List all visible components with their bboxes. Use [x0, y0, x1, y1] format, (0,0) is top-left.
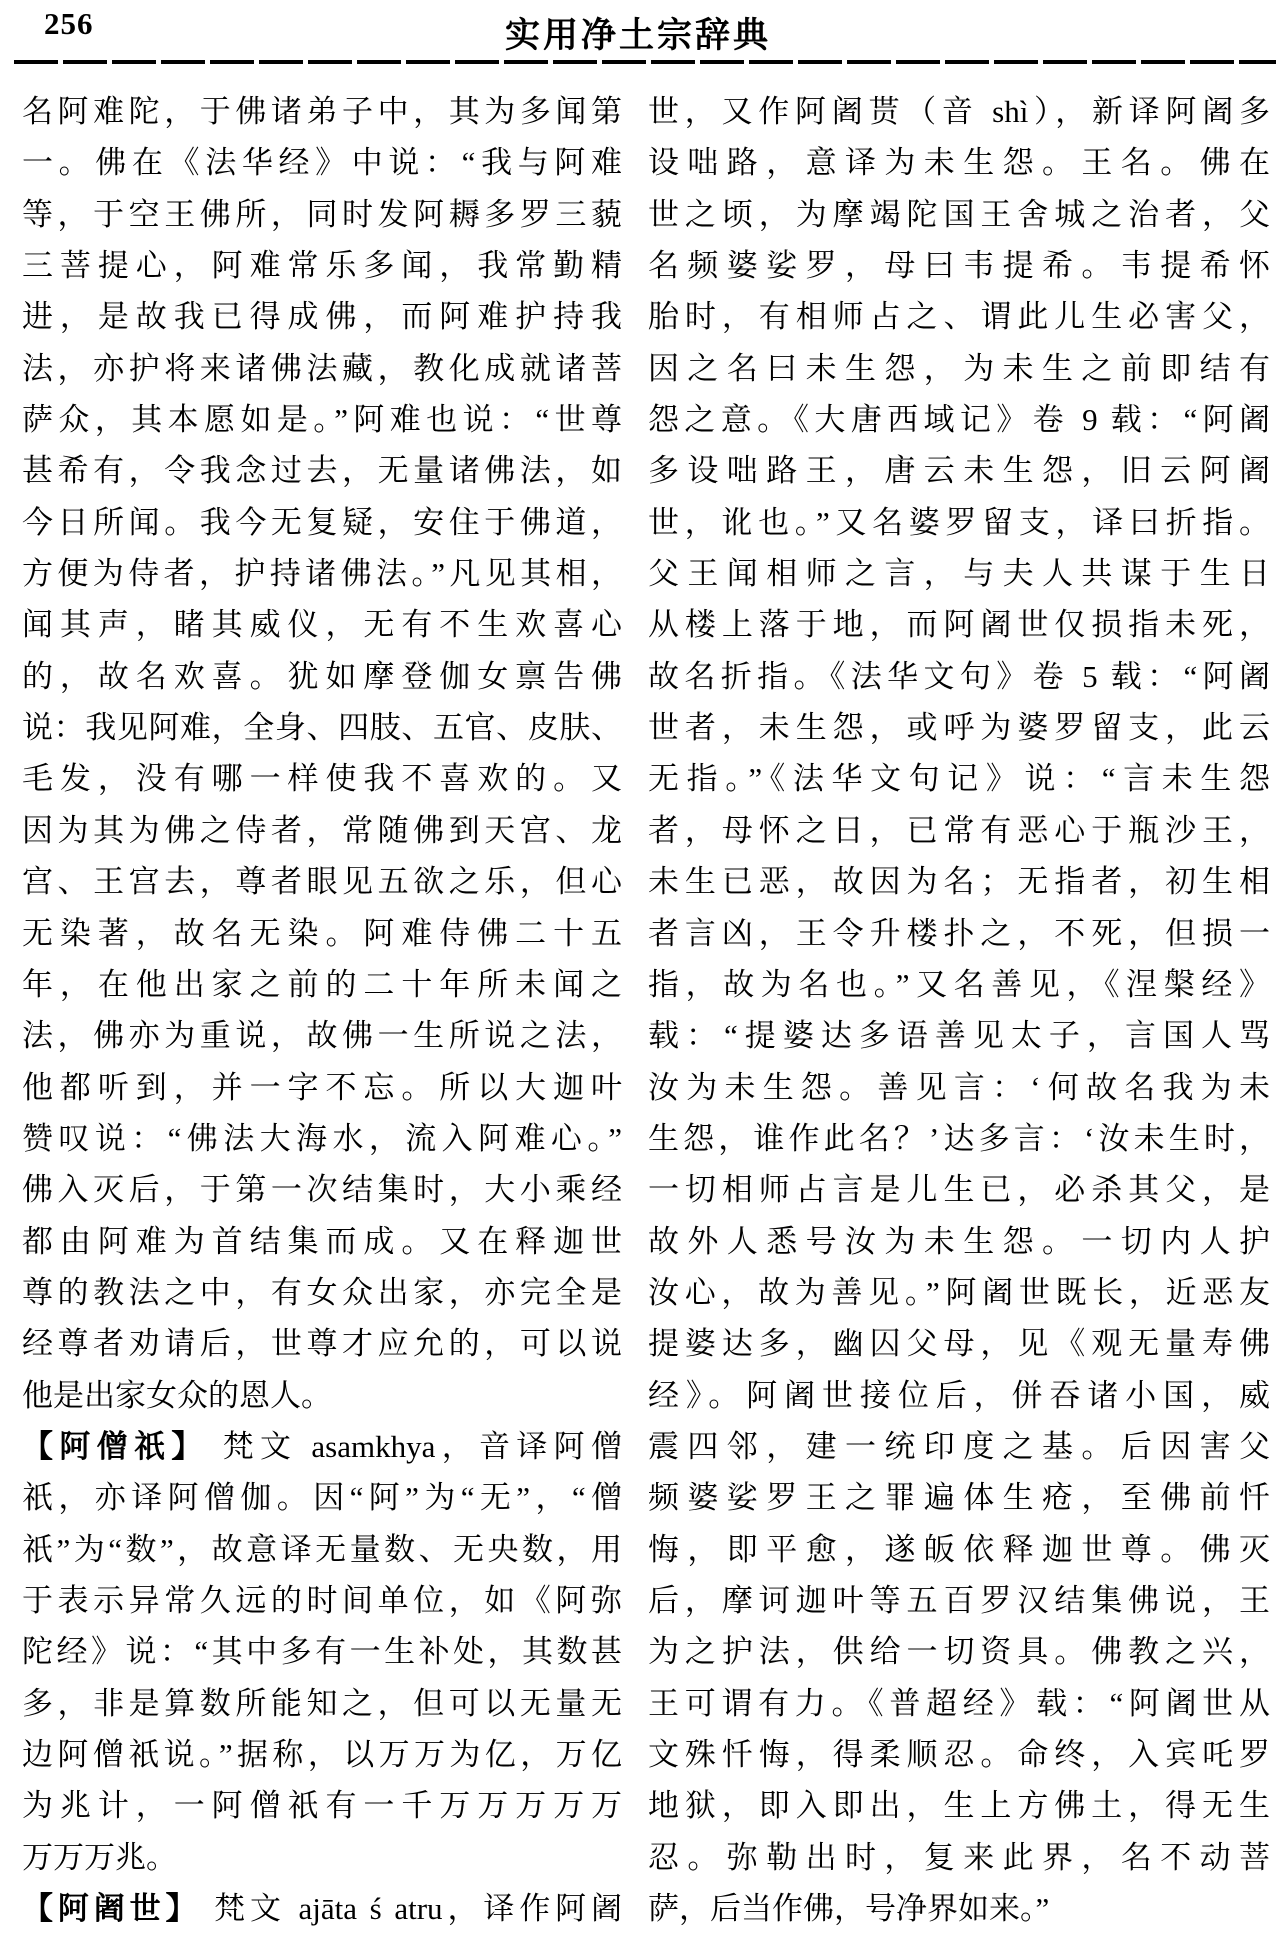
text-columns [0, 64, 1276, 1934]
column-left [22, 86, 622, 1934]
text-line: 无染著，故名无染。阿难侍佛二十五 [22, 915, 622, 951]
text-line: 陀经》说：“其中多有一生补处，其数甚 [22, 1634, 622, 1670]
text-line: 名频婆娑罗，母曰韦提希。韦提希怀 [648, 248, 1270, 284]
text-line: 世，又作阿阇贳（音 shì），新译阿阇多 [648, 94, 1270, 129]
text-line: 甚希有，令我念过去，无量诸佛法，如 [22, 453, 622, 489]
text-line: 为兆计，一阿僧祇有一千万万万万万 [22, 1788, 622, 1824]
text-line: 载：“提婆达多语善见太子，言国人骂 [648, 1018, 1270, 1054]
page-title: 实用净土宗辞典 [504, 16, 771, 55]
text-line: 法，亦护将来诸佛法藏，教化成就诸菩 [22, 350, 622, 386]
text-line: 法，佛亦为重说，故佛一生所说之法， [22, 1018, 622, 1054]
text-line: 祇，亦译阿僧伽。因“阿”为“无”，“僧 [22, 1480, 622, 1516]
text-line: 者言凶，王令升楼扑之，不死，但损一 [648, 915, 1270, 951]
text-line: 王可谓有力。《普超经》载：“阿阇世从 [648, 1685, 1270, 1721]
text-line: 佛入灭后，于第一次结集时，大小乘经 [22, 1172, 622, 1208]
text-line: 提婆达多，幽囚父母，见《观无量寿佛 [648, 1326, 1270, 1362]
text-line: 从楼上落于地，而阿阇世仅损指未死， [648, 607, 1270, 643]
text-line: 多设咄路王，唐云未生怨，旧云阿阇 [648, 453, 1270, 489]
text-line: 进，是故我已得成佛，而阿难护持我 [22, 299, 622, 335]
text-line: 故外人悉号汝为未生怨。一切内人护 [648, 1223, 1270, 1259]
text-line: 怨之意。《大唐西域记》卷 9 载：“阿阇 [648, 402, 1270, 438]
text-line: 地狱，即入即出，生上方佛土，得无生 [648, 1788, 1270, 1824]
text-line: 万万万兆。 [22, 1839, 177, 1875]
text-line: 一。佛在《法华经》中说：“我与阿难 [22, 145, 622, 181]
text-line: 未生已恶，故因为名；无指者，初生相 [648, 864, 1270, 900]
text-line: 经》。阿阇世接位后，併吞诸小国，威 [648, 1377, 1270, 1413]
text-line: 年，在他出家之前的二十年所未闻之 [22, 966, 622, 1002]
text-line: 汝为未生怨。善见言：‘何故名我为未 [648, 1069, 1270, 1105]
entry-headword: 【阿僧祇】 [22, 1428, 209, 1464]
text-line: 文殊忏悔，得柔顺忍。命终，入宾吒罗 [648, 1737, 1270, 1772]
text-line: 于表示异常久远的时间单位，如《阿弥 [22, 1582, 622, 1618]
text-line: 生怨，谁作此名？’达多言：‘汝未生时， [648, 1120, 1270, 1156]
text-line: 因为其为佛之侍者，常随佛到天宫、龙 [22, 812, 622, 848]
text-line: 世者，未生怨，或呼为婆罗留支，此云 [648, 710, 1270, 746]
text-line: 为之护法，供给一切资具。佛教之兴， [648, 1634, 1270, 1670]
text-line: 后，摩诃迦叶等五百罗汉结集佛说，王 [648, 1582, 1270, 1618]
text-line: 世之顷，为摩竭陀国王舍城之治者，父 [648, 196, 1270, 232]
text-line: 说：我见阿难，全身、四肢、五官、皮肤、 [22, 710, 622, 746]
text-line: 边阿僧祇说。”据称，以万万为亿，万亿 [22, 1737, 622, 1772]
text-line: 闻其声，睹其威仪，无有不生欢喜心 [22, 607, 622, 643]
column-right [648, 86, 1270, 1934]
text-line: 故名折指。《法华文句》卷 5 载：“阿阇 [648, 658, 1270, 694]
text-line: 毛发，没有哪一样使我不喜欢的。又 [22, 761, 622, 797]
text-line: 多，非是算数所能知之，但可以无量无 [22, 1685, 622, 1721]
text-line: 他都听到，并一字不忘。所以大迦叶 [22, 1069, 622, 1105]
text-line: 震四邻，建一统印度之基。后因害父 [648, 1428, 1270, 1464]
text-line: 萨，后当作佛，号净界如来。” [648, 1891, 1050, 1927]
text-line: 经尊者劝请后，世尊才应允的，可以说 [22, 1326, 622, 1362]
text-line: 一切相师占言是儿生已，必杀其父，是 [648, 1172, 1270, 1208]
text-line: 胎时，有相师占之、谓此儿生必害父， [648, 299, 1270, 335]
page-number: 256 [44, 6, 94, 41]
text-line: 祇”为“数”，故意译无量数、无央数，用 [22, 1531, 622, 1567]
text-line: 忍。弥勒出时，复来此界，名不动菩 [648, 1839, 1270, 1875]
text-line: 宫、王宫去，尊者眼见五欲之乐，但心 [22, 864, 622, 900]
text-line: 因之名曰未生怨，为未生之前即结有 [648, 350, 1270, 386]
text-line: 都由阿难为首结集而成。又在释迦世 [22, 1223, 622, 1259]
text-line: 的，故名欢喜。犹如摩登伽女禀告佛 [22, 658, 622, 694]
text-line: 名阿难陀，于佛诸弟子中，其为多闻第 [22, 94, 622, 129]
text-line: 指，故为名也。”又名善见，《涅槃经》 [648, 966, 1270, 1002]
text-line: 等，于空王佛所，同时发阿耨多罗三藐 [22, 196, 622, 232]
text-line: 【阿僧祇】 梵文 asamkhya，音译阿僧 [22, 1428, 622, 1464]
entry-headword: 【阿阇世】 [22, 1891, 202, 1927]
page-header [0, 0, 1276, 60]
text-line: 者，母怀之日，已常有恶心于瓶沙王， [648, 812, 1270, 848]
text-line: 萨众，其本愿如是。”阿难也说：“世尊 [22, 402, 622, 438]
text-line: 悔，即平愈，遂皈依释迦世尊。佛灭 [648, 1531, 1270, 1567]
text-line: 尊的教法之中，有女众出家，亦完全是 [22, 1274, 622, 1310]
text-line: 频婆娑罗王之罪遍体生疮，至佛前忏 [648, 1480, 1270, 1516]
text-line: 他是出家女众的恩人。 [22, 1377, 332, 1413]
text-line: 【阿阇世】 梵文 ajāta ś atru，译作阿阇 [22, 1891, 622, 1927]
text-line: 无指。”《法华文句记》说：“言未生怨 [648, 761, 1270, 797]
text-line: 汝心，故为善见。”阿阇世既长，近恶友 [648, 1274, 1270, 1310]
text-line: 赞叹说：“佛法大海水，流入阿难心。” [22, 1120, 622, 1156]
text-line: 今日所闻。我今无复疑，安住于佛道， [22, 504, 622, 540]
text-line: 三菩提心，阿难常乐多闻，我常勤精 [22, 248, 622, 284]
text-line: 方便为侍者，护持诸佛法。”凡见其相， [22, 556, 622, 592]
text-line: 设咄路，意译为未生怨。王名。佛在 [648, 145, 1270, 181]
text-line: 父王闻相师之言，与夫人共谋于生日 [648, 556, 1270, 592]
text-line: 世，讹也。”又名婆罗留支，译曰折指。 [648, 504, 1270, 540]
